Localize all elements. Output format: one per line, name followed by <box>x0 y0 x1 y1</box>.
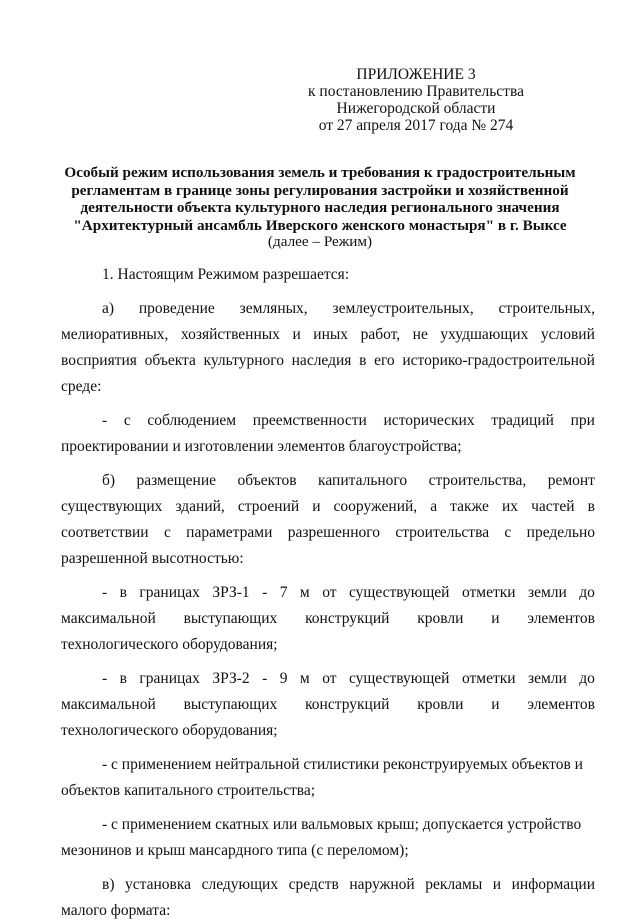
word: существующих <box>61 498 163 515</box>
word: конструкций <box>305 696 390 713</box>
word: при <box>570 412 595 429</box>
word: - <box>102 670 108 687</box>
word: его <box>374 352 395 369</box>
text-line: - с применением нейтральной стилистики реконструируемых объектов и <box>102 756 583 773</box>
word: соответствии <box>61 524 149 541</box>
appendix-date: от 27 апреля 2017 года № 274 <box>318 117 514 134</box>
word: строительства <box>395 524 490 541</box>
word: м <box>299 670 310 687</box>
word: зданий, <box>175 498 225 515</box>
word: отметки <box>461 584 516 601</box>
word: а) <box>102 300 115 317</box>
word: б) <box>102 472 116 489</box>
text-line: технологического оборудования; <box>61 722 278 739</box>
word: строительства, <box>428 472 527 489</box>
word: до <box>579 670 595 687</box>
word: землеустроительных, <box>332 300 474 317</box>
justified-line <box>88 408 595 434</box>
word: в <box>119 584 127 601</box>
word: максимальной <box>61 696 156 713</box>
appendix-block <box>286 66 546 134</box>
word: работ, <box>360 326 401 343</box>
word: иных <box>313 326 349 343</box>
word: преемственности <box>252 412 367 429</box>
dash-item-continuity <box>61 408 595 460</box>
word: кровли <box>417 696 464 713</box>
dash-item-roof <box>61 812 595 864</box>
word: и <box>292 326 301 343</box>
word: и <box>312 498 321 515</box>
word: хозяйственных <box>180 326 280 343</box>
justified-line <box>61 692 595 718</box>
word: а <box>430 498 438 515</box>
word: размещение <box>136 472 217 489</box>
text-line: малого формата: <box>61 902 171 919</box>
word: разрешенного <box>287 524 380 541</box>
word: рекламы <box>425 876 483 893</box>
word: от <box>322 584 337 601</box>
word: м <box>299 584 310 601</box>
justified-line <box>88 580 595 606</box>
word: до <box>579 584 595 601</box>
justified-line <box>61 520 595 546</box>
word: строительных, <box>498 300 595 317</box>
word: в <box>587 498 595 515</box>
dash-item-neutral <box>61 752 595 804</box>
word: ЗРЗ-1 <box>212 584 250 601</box>
text-line: разрешенной высотностью: <box>61 550 244 567</box>
text-line: мезонинов и крыш мансардного типа (с переломом); <box>61 842 409 859</box>
word: ЗРЗ-2 <box>212 670 250 687</box>
justified-line <box>61 606 595 632</box>
word: следующих <box>201 876 279 893</box>
word: установка <box>125 876 192 893</box>
word: наследия <box>291 352 352 369</box>
word: и <box>491 610 500 627</box>
title-line: "Архитектурный ансамбль Иверского женского монастыря" в г. Выксе <box>73 216 567 234</box>
justified-line <box>61 322 595 348</box>
word: земли <box>528 670 567 687</box>
word: 7 <box>279 584 288 601</box>
title-line: Особый режим использования земель и требования к градостроительным <box>64 164 576 181</box>
text-line: технологического оборудования; <box>61 636 278 653</box>
word: земляных, <box>239 300 308 317</box>
word: сооружений, <box>333 498 418 515</box>
word: кровли <box>417 610 464 627</box>
word: проведение <box>138 300 215 317</box>
word: капитального <box>318 472 408 489</box>
word: отметки <box>461 670 516 687</box>
justified-line <box>88 296 595 322</box>
word: объектов <box>237 472 297 489</box>
document-subtitle: (далее – Режим) <box>267 233 373 250</box>
word: - <box>262 670 268 687</box>
word: мелиоративных, <box>61 326 169 343</box>
word: земли <box>528 584 567 601</box>
item-v <box>61 872 595 924</box>
word: также <box>450 498 489 515</box>
word: их <box>501 498 519 515</box>
word: традиций <box>491 412 554 429</box>
word: с <box>163 524 171 541</box>
word: ремонт <box>547 472 595 489</box>
word: наружной <box>349 876 415 893</box>
word: строений <box>237 498 300 515</box>
word: условий <box>540 326 595 343</box>
text-line: среде: <box>61 378 102 395</box>
dash-item-zrz2 <box>61 666 595 744</box>
word: выступающих <box>183 696 278 713</box>
text-line: - с применением скатных или вальмовых крыш; допускается устройство <box>102 816 582 833</box>
word: историко-градостроительной <box>402 352 595 369</box>
word: информации <box>511 876 595 893</box>
word: предельно <box>526 524 595 541</box>
word: - <box>102 584 108 601</box>
word: объекта <box>144 352 196 369</box>
word: существующей <box>348 584 450 601</box>
word: не <box>412 326 428 343</box>
word: границах <box>139 670 200 687</box>
word: конструкций <box>305 610 390 627</box>
word: в <box>359 352 367 369</box>
justified-line <box>88 666 595 692</box>
paragraph-1: 1. Настоящим Режимом разрешается: <box>102 266 350 283</box>
word: 9 <box>279 670 288 687</box>
word: и <box>491 696 500 713</box>
text-line: объектов капитального строительства; <box>61 782 316 799</box>
justified-line <box>88 468 595 494</box>
word: выступающих <box>183 610 278 627</box>
document-title <box>56 164 584 234</box>
word: максимальной <box>61 610 156 627</box>
word: средств <box>288 876 339 893</box>
word: с <box>123 412 131 429</box>
word: - <box>262 584 268 601</box>
item-b <box>61 468 595 572</box>
appendix-line: Нижегородской области <box>336 100 496 117</box>
word: культурного <box>203 352 284 369</box>
word: границах <box>139 584 200 601</box>
word: параметрами <box>186 524 273 541</box>
justified-line <box>88 872 595 898</box>
item-a <box>61 296 595 400</box>
word: элементов <box>527 610 595 627</box>
appendix-title: ПРИЛОЖЕНИЕ 3 <box>356 66 476 83</box>
word: в <box>119 670 127 687</box>
text-line: проектировании и изготовлении элементов благоустройства; <box>61 438 462 455</box>
word: с <box>504 524 512 541</box>
justified-line <box>61 494 595 520</box>
word: в) <box>102 876 115 893</box>
appendix-line: к постановлению Правительства <box>308 83 524 100</box>
word: восприятия <box>61 352 137 369</box>
word: частей <box>531 498 575 515</box>
title-line: регламентам в границе зоны регулирования застройки и хозяйственной <box>71 181 569 199</box>
dash-item-zrz1 <box>61 580 595 658</box>
document-body <box>61 262 595 924</box>
justified-line <box>61 348 595 374</box>
word: от <box>322 670 337 687</box>
word: ухудшающих <box>440 326 529 343</box>
word: и <box>492 876 502 893</box>
word: исторических <box>383 412 475 429</box>
word: существующей <box>348 670 450 687</box>
word: соблюдением <box>147 412 237 429</box>
word: элементов <box>527 696 595 713</box>
title-line: деятельности объекта культурного наследия регионального значения <box>80 199 560 216</box>
word: - <box>102 412 108 429</box>
